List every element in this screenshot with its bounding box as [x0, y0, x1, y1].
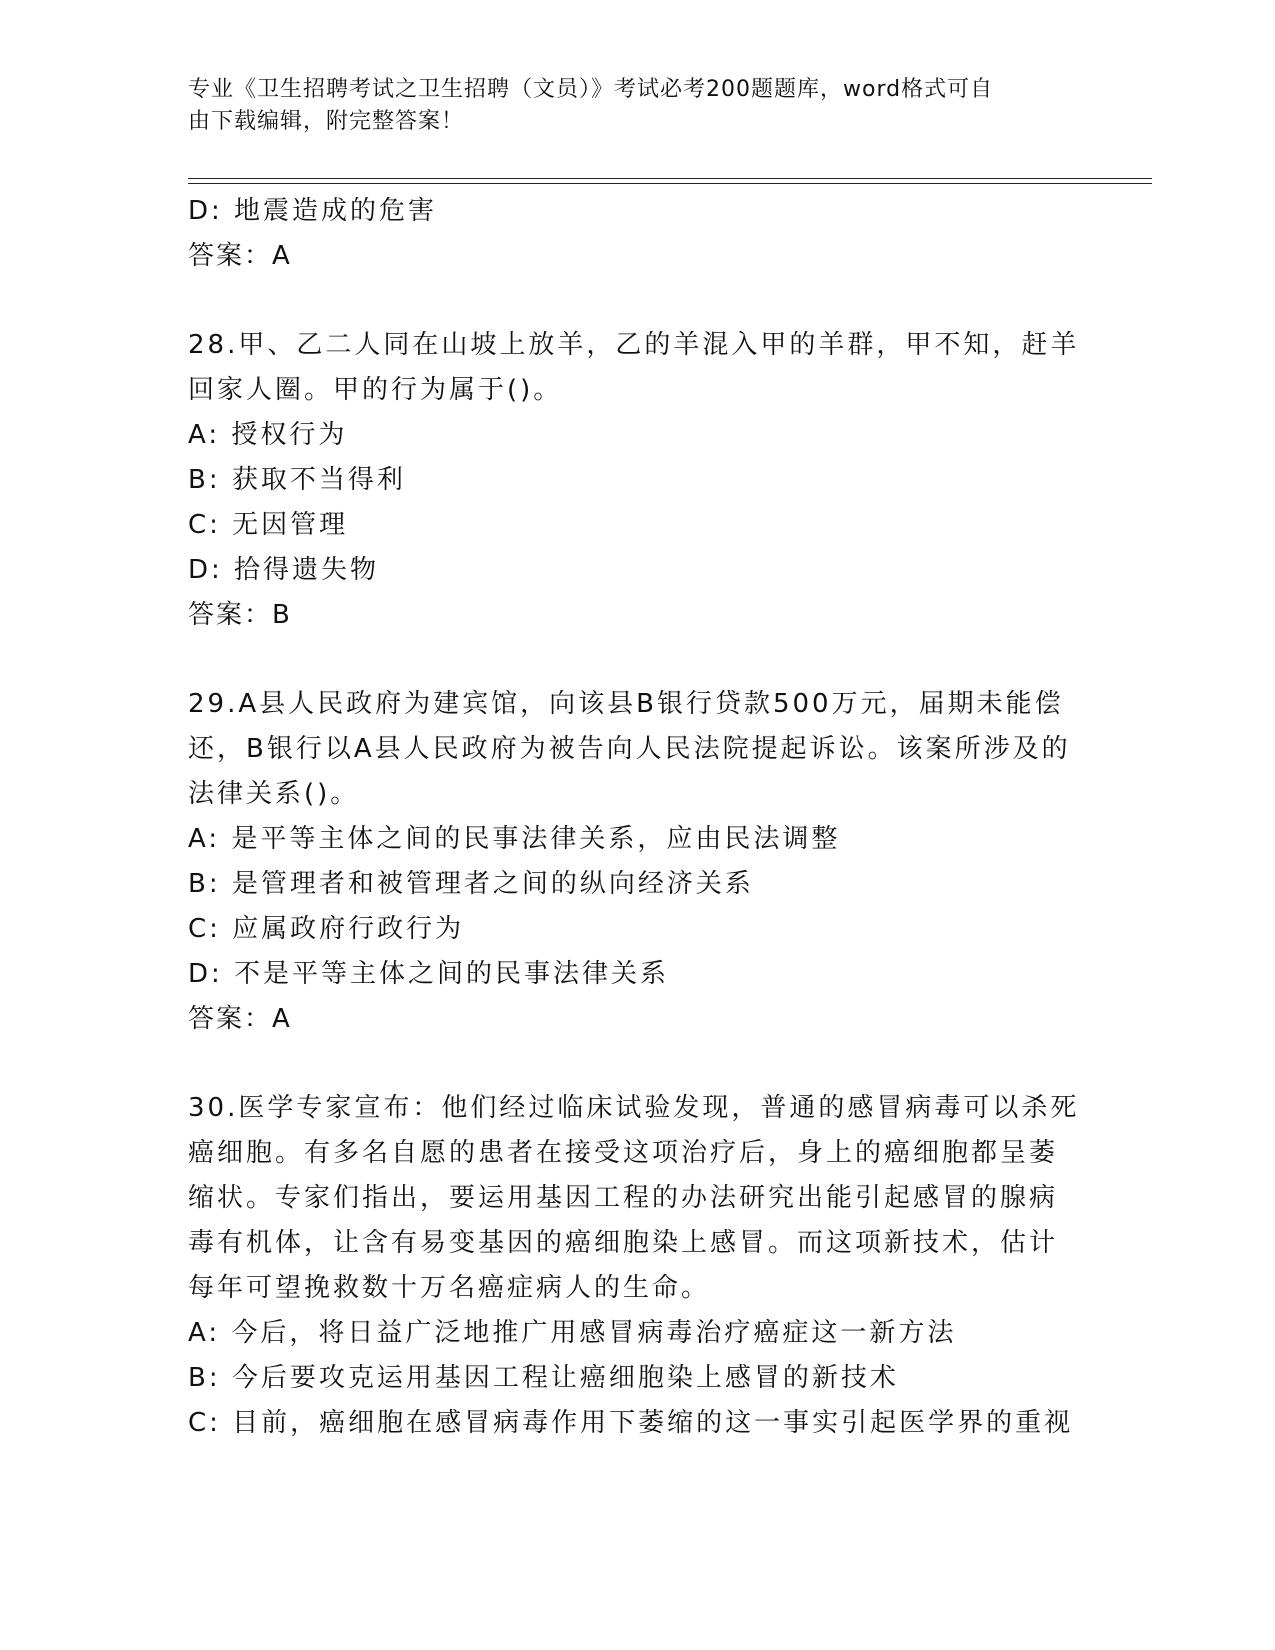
option-d: D: 不是平等主体之间的民事法律关系 [188, 959, 670, 989]
header-rule-top [188, 178, 1152, 179]
question-stem-line: 每年可望挽救数十万名癌症病人的生命。 [188, 1273, 711, 1303]
option-d: D: 拾得遗失物 [188, 555, 380, 585]
header-rule-bottom [188, 183, 1152, 184]
document-header [188, 74, 1068, 138]
question-30 [188, 1086, 1088, 1446]
question-28 [188, 323, 1088, 638]
question-29 [188, 682, 1088, 1042]
header-line-2: 由下载编辑，附完整答案！ [188, 109, 465, 134]
question-stem-line: 毒有机体，让含有易变基因的癌细胞染上感冒。而这项新技术，估计 [188, 1228, 1059, 1258]
answer: 答案：B [188, 600, 292, 630]
answer: 答案：A [188, 241, 292, 271]
option-b: B: 获取不当得利 [188, 465, 406, 495]
question-stem-line: 法律关系()。 [188, 779, 360, 809]
question-stem-line: 还，B银行以A县人民政府为被告向人民法院提起诉讼。该案所涉及的 [188, 734, 1071, 764]
option-a: A: 授权行为 [188, 420, 348, 450]
option-b: B: 今后要攻克运用基因工程让癌细胞染上感冒的新技术 [188, 1363, 899, 1393]
spacer [188, 1042, 1088, 1086]
document-body [188, 189, 1088, 1446]
option-d: D: 地震造成的危害 [188, 196, 438, 226]
question-stem-line: 回家人圈。甲的行为属于()。 [188, 375, 563, 405]
option-b: B: 是管理者和被管理者之间的纵向经济关系 [188, 869, 754, 899]
spacer [188, 279, 1088, 323]
header-line-1: 专业《卫生招聘考试之卫生招聘（文员）》考试必考200题题库，word格式可自 [188, 77, 994, 102]
question-stem-line: 28.甲、乙二人同在山坡上放羊，乙的羊混入甲的羊群，甲不知，赶羊 [188, 330, 1080, 360]
option-c: C: 无因管理 [188, 510, 349, 540]
question-stem-line: 29.A县人民政府为建宾馆，向该县B银行贷款500万元，届期未能偿 [188, 689, 1064, 719]
option-a: A: 是平等主体之间的民事法律关系，应由民法调整 [188, 824, 841, 854]
answer: 答案：A [188, 1004, 292, 1034]
question-stem-line: 缩状。专家们指出，要运用基因工程的办法研究出能引起感冒的腺病 [188, 1183, 1059, 1213]
option-a: A: 今后，将日益广泛地推广用感冒病毒治疗癌症这一新方法 [188, 1318, 957, 1348]
option-c: C: 应属政府行政行为 [188, 914, 465, 944]
option-c: C: 目前，癌细胞在感冒病毒作用下萎缩的这一事实引起医学界的重视 [188, 1408, 1074, 1438]
question-stem-line: 30.医学专家宣布：他们经过临床试验发现，普通的感冒病毒可以杀死 [188, 1093, 1080, 1123]
spacer [188, 638, 1088, 682]
question-stem-line: 癌细胞。有多名自愿的患者在接受这项治疗后，身上的癌细胞都呈萎 [188, 1138, 1059, 1168]
